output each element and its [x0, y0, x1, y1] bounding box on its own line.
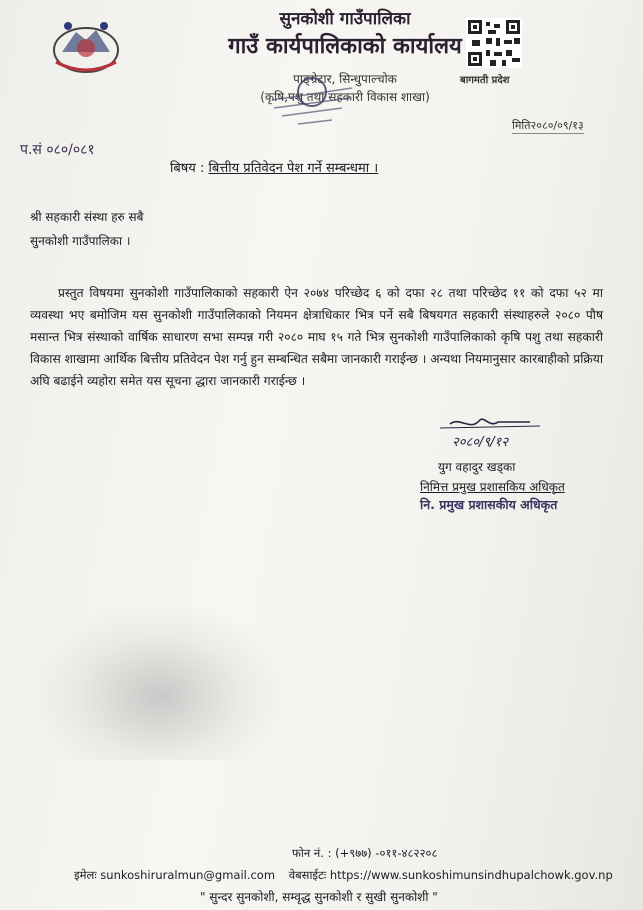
signatory-name: युग वहादुर खड्का	[438, 460, 516, 474]
footer-slogan: " सुन्दर सुनकोशी, सम्वृद्ध सुनकोशी र सुखी सुनकोशी "	[200, 890, 438, 904]
paper-smudge	[30, 600, 290, 760]
letter-date: मिति२०८०/०९/१३	[512, 119, 584, 132]
letter-body: प्रस्तुत विषयमा सुनकोशी गाउँपालिकाको सहकारी ऐन २०७४ परिच्छेद ६ को दफा २८ तथा परिच्छेद ११ को दफा ५२ मा व्यवस्था भए बमोजिम यस सुनकोशी गाउँपालिकाको नियमन क्षेत्राधिकार भित्र पर्ने सबै बिषयगत सहकारी संस्थाहरुले २०८० पौष मसान्त भित्र संस्थाको वार्षिक साधारण सभा सम्पन्न गरी २०८० माघ १५ गते भित्र सुनकोशी गाउँपालिकाको कृषि पशु तथा सहकारी विकास शाखामा आर्थिक बित्तीय प्रतिवेदन पेश गर्नु हुन सम्बन्धित सबैमा जानकारी गराईन्छ । अन्यथा नियमानुसार कारबाहीको प्रक्रिया अघि बढाईने व्यहोरा समेत यस सूचना द्धारा जानकारी गराईन्छ ।	[30, 286, 603, 388]
handwritten-date: २०८०/९/१२	[452, 435, 509, 450]
signatory-title: निमित्त प्रमुख प्रशासकिय अधिकृत	[420, 480, 565, 494]
office-name: गाउँ कार्यपालिकाको कार्यालय	[228, 34, 462, 59]
signatory-stamp-title: नि. प्रमुख प्रशासकीय अधिकृत	[420, 497, 558, 512]
province-label: बागमती प्रदेश	[460, 75, 510, 86]
addressee-line-1: श्री सहकारी संस्था हरु सबै	[30, 210, 144, 224]
footer-email: इमेलः sunkoshiruralmun@gmail.com	[74, 868, 276, 882]
office-stamp-icon	[262, 62, 362, 132]
footer-phone: फोन नं. : (+९७७) -०११-४८२२०८	[292, 846, 438, 860]
subject-line	[170, 158, 378, 176]
subject-label: बिषय :	[170, 161, 205, 176]
government-emblem-icon	[48, 18, 124, 76]
footer-website: वेबसाईटः https://www.sunkoshimunsindhupalchowk.gov.np	[288, 868, 613, 882]
subject-text: बित्तीय प्रतिवेदन पेश गर्ने सम्बन्धमा ।	[208, 161, 379, 176]
municipality-name: सुनकोशी गाउँपालिका	[279, 9, 411, 29]
office-section: (कृषि,पशु तथा सहकारी विकास शाखा)	[260, 90, 430, 104]
addressee-line-2: सुनकोशी गाउँपालिका ।	[30, 234, 131, 248]
reference-number: प.सं ०८०/०८१	[20, 142, 95, 158]
footer-contacts	[74, 868, 613, 883]
qr-code-icon	[466, 18, 522, 68]
office-location: पाङ्ग्रेटार, सिन्धुपाल्चोक	[293, 72, 397, 86]
